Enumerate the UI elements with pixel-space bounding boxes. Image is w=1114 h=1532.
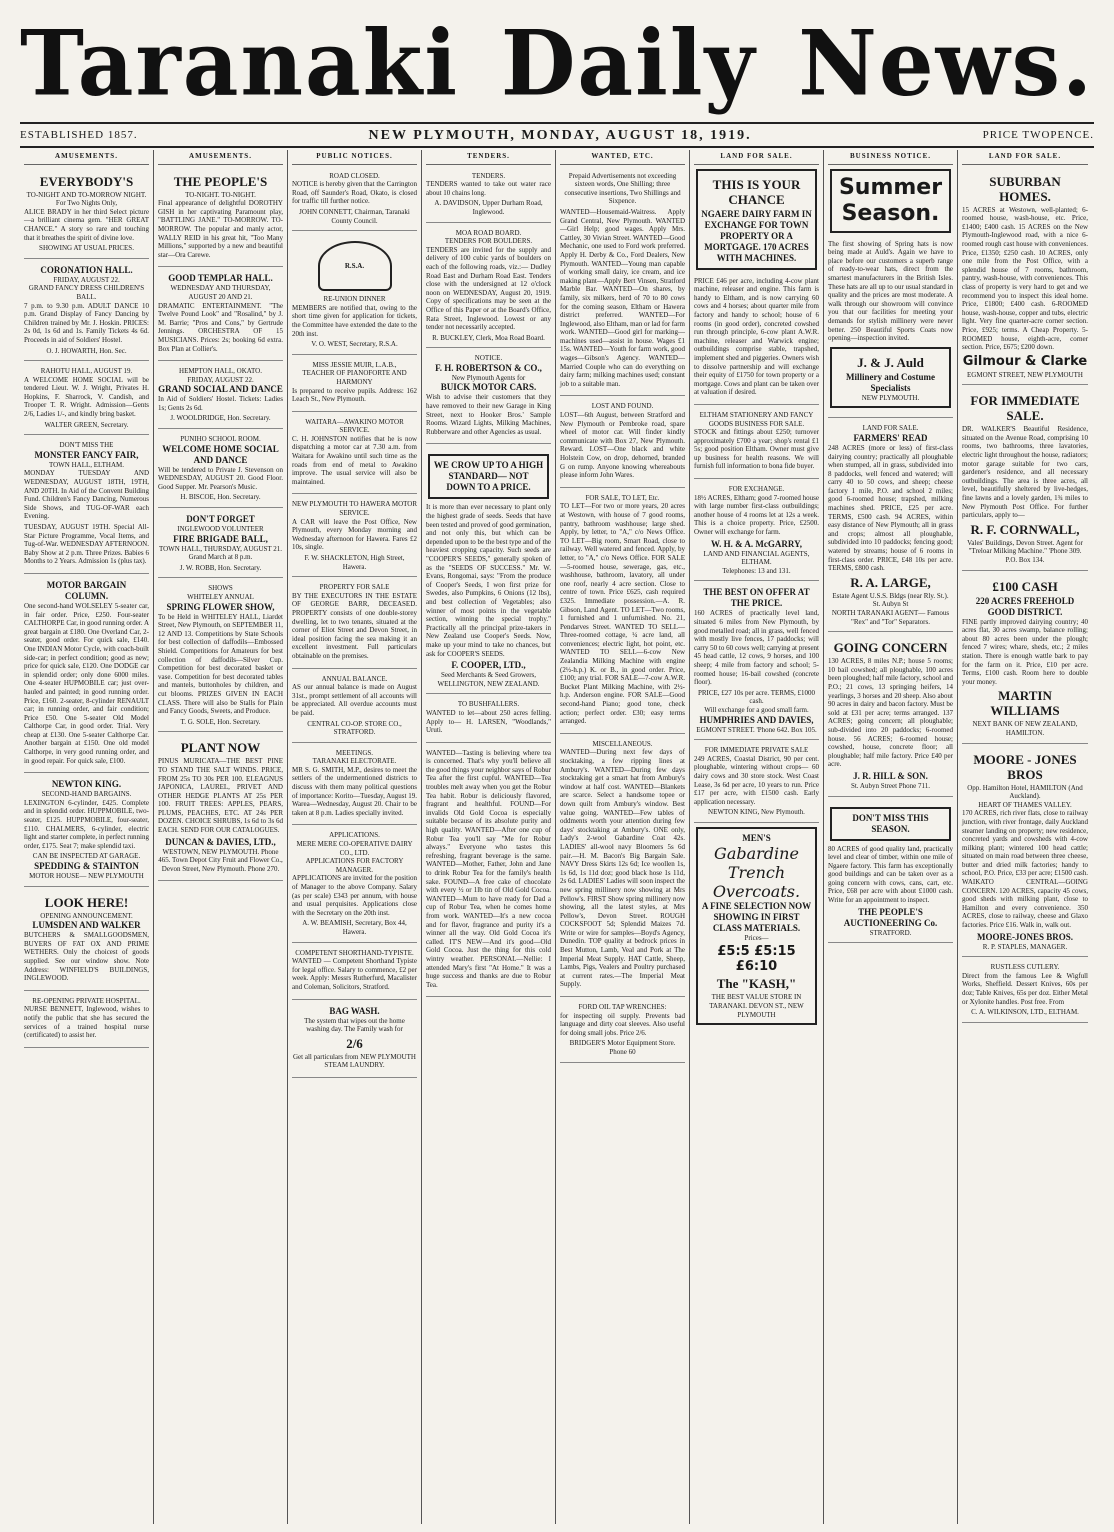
ad-robur-tea	[426, 746, 551, 998]
column-2	[154, 150, 288, 1524]
ad-body: 248 ACRES (more or less) of first-class dairying country; practically all ploughable when stumped, all in grass, subdivided into 8 paddocks, well fenced and watered; will carry 40 to 50 cows, and sheep; cheese factory 1 mile, P.O. and school 2 miles; good 6-roomed house; trapshed, milking machines shed. PRICE, £25 per acre. TERMS, £500 cash. 94 ACRES, within easy distance of New Plymouth; all in grass and crops; almost all ploughable, subdivided into 10 paddocks; fencing good; watered by streams; house of 6 rooms in first-class order. PRICE, £48 10s per acre. TERMS, £800 cash.	[828, 443, 953, 573]
ad-subtitle: A FINE SELECTION NOW SHOWING IN FIRST CLASS MATERIALS.	[701, 900, 812, 933]
ad-body: MEMBERS are notified that, owing to the short time given for application for tickets, the Committee have extended the date to the 20th inst.	[292, 303, 417, 338]
ad-body: 15 ACRES at Westown, well-planted; 6-roomed house, wash-house, etc. Price, £1400; £400 cash. 15 ACRES on the New Plymouth-Inglewood road, with a nice 6-roomed rough cast house with conveniences. Price, £1350; £250 cash. 10 ACRES, only one mile from the Post Office, with a splendid house of 7 rooms, bathroom, pantry, wash-house, with conveniences. This class of property is very hard to get and we recommend you to inspect this ideal home. Price, £1800; £400 cash. 6-ROOMED house, wash-house, copper and tubs, electric light. Very fine quarter-acre corner section. Price, £925; terms. A Cheap Property. 5-ROOMED house, eighth-acre, corner section. Price, £675; £200 down.	[962, 205, 1088, 352]
ad-body: 160 ACRES of practically level land, situated 6 miles from New Plymouth, by good metalled road; all in grass, well fenced with mostly live fences, 17 paddocks; will carry 50 to 60 cows well; carrying at present 45 head cattle, 12 cows, 9 horses, and 100 sheep; 4 mile from factory and school; 5-roomed house; 16-bail cowshed (concrete floor).	[694, 609, 819, 687]
ad-title: THE PEOPLE'S	[173, 173, 268, 189]
ad-signature: A. DAVIDSON, Upper Durham Road, Inglewood.	[434, 199, 543, 216]
ad-kicker: SHOWS	[208, 584, 233, 593]
ad-address: Estate Agent U.S.S. Bldgs (near Rly. St.). St. Aubyn St	[832, 591, 949, 609]
ad-title: THE BEST ON OFFER AT THE PRICE.	[703, 587, 810, 609]
ad-note: CAN BE INSPECTED AT GARAGE.	[32, 852, 141, 861]
ad-title: Gabardine Trench Overcoats.	[712, 843, 801, 901]
ad-body: AS our annual balance is made on August 31st., prompt settlement of all accounts will be appreciated. All overdue accounts must be paid.	[292, 683, 417, 717]
ad-plant-now	[158, 735, 283, 881]
ad-title: THIS IS YOUR CHANCE	[712, 176, 801, 207]
ad-immediate-sale	[962, 388, 1088, 570]
ad-hempton-hall	[158, 364, 283, 429]
ad-advertiser: HUMPHRIES AND DAVIES,	[699, 714, 814, 725]
ad-bag-wash	[292, 1003, 417, 1078]
ad-body: ALICE BRADY in her third Select picture—a brilliant cinema gem. "HER GREAT CHANCE." A story so rare and touching that it breathes the spirit of divine love.	[24, 207, 149, 242]
ad-body: WANTED to let—about 250 acres felling. Apply to— H. LARSEN, "Woodlands," Uruti.	[426, 708, 551, 735]
ad-subtitle: GRAND FANCY DRESS CHILDREN'S BALL.	[28, 284, 145, 301]
ad-title: LOST AND FOUND.	[591, 402, 654, 411]
ad-jessie-muir	[292, 358, 417, 412]
ad-address: NEXT BANK OF NEW ZEALAND, HAMILTON.	[972, 720, 1078, 737]
ad-signature: CENTRAL CO-OP. STORE CO., STRATFORD.	[307, 719, 402, 737]
ad-body: WANTED — Competent Shorthand Typiste for legal office. Salary to commence, £2 per week. Apply: Messrs Rutherfurd, Macalister and Coleman, Solicitors, Stratford.	[292, 957, 417, 991]
ad-fire-brigade-ball	[158, 511, 283, 578]
masthead-word-1: Taranaki	[20, 9, 460, 117]
ad-title: MOA ROAD BOARD.	[455, 228, 522, 237]
ad-subtitle: New Plymouth Agents for	[451, 373, 526, 382]
ad-body: A CAR will leave the Post Office, New Plymouth, every Monday morning and Wednesday afternoon for Hawera. Fares £2 10s, single.	[292, 517, 417, 552]
ad-title: BUICK MOTOR CARS.	[440, 382, 537, 393]
ad-body: Will be tendered to Private J. Stevenson on WEDNESDAY, AUGUST 20. Good Floor. Good Supper. Mr. Pearson's Music.	[158, 465, 283, 491]
ad-look-here	[24, 890, 149, 991]
ad-signature: T. G. SOLE, Hon. Secretary.	[180, 717, 261, 726]
ad-title: FARMERS' READ	[853, 432, 928, 443]
ad-subtitle: WEDNESDAY AND THURSDAY, AUGUST 20 AND 21.	[170, 284, 271, 301]
ad-title: ANNUAL BALANCE.	[321, 674, 388, 683]
ad-advertiser: W. H. & A. McGARRY,	[710, 538, 803, 549]
ad-signature: BRIDGER'S Motor Equipment Store. Phone 60	[569, 1039, 676, 1056]
ad-body: TO LET—For two or more years, 20 acres at Westown, with house of 7 good rooms, pantry, bathroom washhouse; large shed. Apply, by letter, to "A," c/o News Office. TO LET—Big room, Smart Road, close to railway. Well watered and fenced. Apply, by letter, to "A," c/o News Office. FOR SALE—5-roomed house, sewerage, gas, etc., washhouse, bathroom, lavatory, all under one roof, nearly 4 acre section. Close to centre of town. Price £625, cash required £325. Immediate possession.—A. R. Gibson, Land Agent. TO LET—Two rooms, 1 furnished and 1 unfurnished. No. 21, Pendarves Street. WANTED TO SELL—Three-roomed cottage, ¼ acre land, all conveniences; electric light, hot point, etc. WANTED TO SELL—6-cow New Zealandia Milking Machine with engine (2½-h.p.) K. or B., in good order. Price, £100; any trial. FOR SALE—7-cow A.W.R. Bucket Plant Milking Machine, with 2½-h.p. Anderson engine. FOR SALE—Good second-hand Piano; good tone, check action; perfect order. £30; easy terms arranged.	[560, 502, 685, 726]
ad-title: Summer Season.	[838, 174, 943, 226]
ad-headline: GRAND SOCIAL AND DANCE	[158, 384, 283, 395]
ad-address: Vales' Buildings, Devon Street. Agent for "Treloar Milking Machine." 'Phone 309. P.O. Box 134.	[967, 538, 1083, 564]
ad-subtitle: INGLEWOOD VOLUNTEER	[177, 525, 264, 534]
ad-signature: C. A. WILKINSON, LTD., ELTHAM.	[971, 1008, 1079, 1017]
ad-reunion-dinner	[292, 234, 417, 355]
ad-note: SHOWING AT USUAL PRICES.	[39, 244, 134, 253]
rsa-badge-icon	[318, 241, 392, 291]
column-6	[690, 150, 824, 1524]
ad-subtitle: NGAERE DAIRY FARM IN EXCHANGE FOR TOWN PROPERTY OR A MORTGAGE. 170 ACRES WITH MACHINES.	[701, 208, 812, 263]
ad-body: MR S. G. SMITH, M.P., desires to meet the settlers of the undermentioned districts to discuss with them many political questions of importance: Korito—Tuesday, August 19. Warea—Wednesday, August 20. Chair to be taken at 8 p.m. Ladies specially invited.	[292, 765, 417, 817]
ad-title: DON'T MISS THIS SEASON.	[830, 807, 951, 841]
ad-body: NURSE BENNETT, Inglewood, wishes to notify the public that she has secured the services of a trained hospital nurse (certificated) to assist her.	[24, 1005, 149, 1040]
ad-farmers-read	[828, 421, 953, 632]
ad-title: MEETINGS.	[335, 748, 374, 757]
ad-body: WANTED—Tasting is believing where tea is concerned. That's why you'll believe all the good things your neighbor says of Robur Tea after the first cupful. WANTED—Tea troubles melt away when you get the Robur Tea habit. Robur is deliciously flavored, fragrant and healthful. FOUND—For invalids Old Gold Cocoa is especially suitable because of its absolute purity and high quality. WANTED—After one cup of Robur Tea you'll say "Me for Robur always." Everyone who tastes this refreshing, fragrant beverage is the same. WANTED—Mother, Father, John and Jane to drink Robur Tea for the family's health sake. FOUND—A free cake of chocolate with every ½ or 1lb tin of Old Gold Cocoa. WANTED—Mum to have ready for Dad a cup of Robur Tea, when he comes home from work. WANTED—It's a new cocoa and for flavor, fragrance and purity it's a winner all the way. Old Gold Cocoa it's called. IT'S NEW—And it's good—Old Gold Cocoa. Just the thing for this cold wintry weather. PERSONAL—Nellie: I attended Mary's first "At Home." It was a huge success and thanks are due to Robur Tea.	[426, 748, 552, 989]
ad-moa-road-board	[426, 226, 551, 349]
ad-title: TENDERS.	[471, 171, 506, 180]
ad-body: 249 ACRES, Coastal District, 90 per cent. ploughable, wintering without crops— 60 dairy cows and 30 store stock. West Coast Lease, 3s 6d per acre, 10 years to run. Price £17 per acre, with £1500 cash. Early application necessary.	[694, 754, 819, 806]
ad-advertiser: J. & J. Auld	[857, 354, 924, 370]
ad-waitara-awakino	[292, 415, 417, 495]
ad-title: LOOK HERE!	[44, 894, 129, 910]
ad-subtitle: MERE MERE CO-OPERATIVE DAIRY CO., LTD.	[296, 840, 413, 857]
ad-title: NEW PLYMOUTH TO HAWERA MOTOR SERVICE.	[292, 500, 418, 518]
ad-advertiser-box	[830, 347, 951, 409]
ad-signature: O. J. HOWARTH, Hon. Sec.	[46, 346, 127, 355]
ad-applications	[292, 828, 417, 942]
ad-subtitle: TO-NIGHT. TO-NIGHT.	[185, 190, 256, 199]
ad-fancy-fair	[24, 438, 149, 574]
ad-ford-wrenches	[560, 1000, 685, 1063]
masthead-word-2: Daily	[500, 9, 757, 117]
ad-title: BAG WASH.	[329, 1005, 380, 1016]
ad-address: NEW PLYMOUTH.	[861, 393, 920, 402]
masthead	[20, 9, 1094, 117]
ad-body: Wish to advise their customers that they have removed to their new Garage in King Street, next to Hooker Bros.' Sample Rooms. Wizard Lights, Milking Machines, Rubberware and other Agencies as usual.	[426, 393, 551, 436]
ad-property-for-sale	[292, 580, 417, 668]
badge-label: R.S.A.	[344, 261, 365, 270]
column-heading: BUSINESS NOTICE.	[828, 150, 953, 165]
ad-advertiser: MARTIN WILLIAMS	[990, 688, 1060, 719]
ad-address: WESTOWN, NEW PLYMOUTH. Phone 465. Town Depot City Fruit and Flower Co., Devon Street, New Plymouth. Phone 270.	[158, 847, 283, 873]
ad-body: BUTCHERS & SMALLGOODSMEN, BUYERS OF FAT OX AND PRIME WETHERS. Only the choicest of goods supplied. See our window show. Note Address: WINFIELD'S BUILDINGS, INGLEWOOD.	[24, 931, 149, 983]
price: PRICE TWOPENCE.	[982, 129, 1094, 141]
ad-body: STOCK and fittings about £250; turnover approximately £700 a year; shop's rental £1 5s; good position Eltham. Owner must give up business for health reasons. We will furnish full information to bona fide buyer.	[694, 428, 819, 471]
ad-address: Opp. Hamilton Hotel, HAMILTON (And Auckland).	[967, 783, 1083, 801]
ad-body: WANTED—During next few days of stocktaking, a few ripping lines at Ambury's. WANTED—During few days stocktaking get a smart hat from Ambury's window at half cost. WANTED—Blankets are scarce. Select a handsome topee or down quilt from Ambury's window. Best value going. WANTED—Few tables of oddments worth your attention during few days' stocktaking at Ambury's. ONE only, Lady's 2-wool Gabardine Coat 42s. LADIES' all-wool navy Bloomers 5s 6d pair.—H. M. Bacon's Big Bargain Sale. NAVY Dress Skirts 12s 6d; Ice woollen 1s, 1s 6d, 1s 11d doz; good black hose 1s 11d, 2s 6d. LADIES' Ladies will soon inspect the new spring millinery now showing at Mrs Pellow's. FIRST Show spring millinery now showing, all the latest styles, at Mrs Pellow's, Devon Street. ROUGH COCKSFOOT 5d; Splendid Maizes 7d. Write or wire for samples—Boyd's Agency, Dunedin. TOP quality at bedrock prices in Best Mutton, Lamb, Veal and Pork at The Imperial Meat Supply. HAT Cattle, Sheep, Lambs, Pigs, Vealers and Poultry purchased at current rates.—The Imperial Meat Supply.	[560, 748, 685, 989]
ad-note: Telephones: 13 and 131.	[722, 566, 791, 575]
ad-prices: £5:5 £5:15 £6:10	[717, 944, 796, 975]
ad-title: TO BUSHFALLERS.	[457, 700, 520, 709]
ad-title: NEWTON KING.	[51, 779, 122, 790]
ad-subtitle: For Two Nights Only,	[55, 199, 118, 208]
ad-100-cash	[962, 574, 1088, 744]
ad-body: PINUS MURICATA—THE BEST PINE TO STAND THE SALT WINDS. PRICE, FROM 25s TO 30s PER 100. ELEAGNUS JAPONICA, LAUREL, PRIVET AND OTHER HEDGE PLANTS AT 25s PER 100. FRUIT TREES: APPLES, PEARS, PLUMS, PEACHES, ETC. AT 24s PER DOZEN. CHOICE SHRUBS, 1s 6d to 3s 6d EACH. SEND FOR OUR CATALOGUES.	[158, 757, 283, 835]
ad-body: 80 ACRES of good quality land, practically level and clear of timber, within one mile of Ngaere factory. This farm has exceptionally good buildings and can be taken over as a going concern with cows, cans, cart, etc. Price, £68 per acre with about £1000 cash. Write for an appointment to inspect.	[828, 844, 953, 905]
ad-title: RUSTLESS CUTLERY.	[990, 963, 1060, 972]
ad-kicker: MEN'S	[742, 832, 771, 843]
ad-title: RAHOTU HALL, AUGUST 19.	[40, 367, 133, 376]
ad-body: FINE partly improved dairying country; 40 acres flat, 30 acres swamp, balance rolling; about 80 acres been under the plough; fenced 7 wires; whare, sheds, etc.; 2 miles station. There is enough wattle bark to pay for the farm on it. Price, £10 per acre. Terms, £100 cash. Room here to double your money.	[962, 617, 1088, 686]
column-3	[288, 150, 422, 1524]
ad-subtitle: FRIDAY, AUGUST 22.	[53, 275, 120, 284]
column-heading: LAND FOR SALE.	[694, 150, 819, 165]
ad-title: MISCELLANEOUS.	[592, 739, 653, 748]
column-4	[422, 150, 556, 1524]
ad-title: HEMPTON HALL, OKATO.	[179, 367, 262, 376]
ad-note: Get all particulars from NEW PLYMOUTH STEAM LAUNDRY.	[292, 1052, 416, 1070]
ad-address: Seed Merchants & Seed Growers, WELLINGTON, NEW ZEALAND.	[437, 671, 540, 688]
ad-road-closed	[292, 169, 417, 232]
ad-body: Is prepared to receive pupils. Address: 162 Leach St., New Plymouth.	[292, 386, 417, 404]
ad-advertiser: LUMSDEN AND WALKER	[32, 920, 141, 931]
ad-rahotu-hall	[24, 364, 149, 435]
column-8	[958, 150, 1092, 1524]
ad-title: £100 CASH	[992, 578, 1058, 594]
ad-body: TOWN HALL, THURSDAY, AUGUST 21. Grand March at 8 p.m.	[158, 544, 283, 562]
ad-subtitle: APPLICATIONS FOR FACTORY MANAGER.	[305, 857, 404, 874]
ad-body: LOST—6th August, between Stratford and New Plymouth or Pembroke road, spare wheel of motor car. Will finder kindly communicate with Box 27, New Plymouth. Reward. LOST—One black and white Holstein Cow, on drop, dehorned, branded G on rump. Anyone knowing whereabouts please inform John Wares.	[560, 411, 685, 480]
ad-motor-bargains	[24, 577, 149, 773]
ad-kash-overcoats	[696, 827, 817, 1025]
ad-subtitle: Millinery and Costume Specialists	[846, 371, 935, 393]
ad-newton-king	[24, 776, 149, 886]
ad-title: FOR EXCHANGE.	[728, 485, 785, 494]
ad-price: 2/6	[346, 1035, 363, 1051]
ad-auld-hats	[828, 237, 953, 419]
ad-advertiser: F. COOPER, LTD.,	[451, 660, 526, 671]
column-heading: WANTED, ETC.	[560, 150, 685, 165]
ad-advertiser: R. A. LARGE,	[850, 574, 931, 590]
ad-moore-jones	[962, 747, 1088, 958]
ad-address: THE BEST VALUE STORE IN TARANAKI. DEVON ST., NEW PLYMOUTH	[709, 993, 804, 1019]
ad-title: MONSTER FANCY FAIR,	[34, 449, 139, 460]
ad-everybodys	[24, 169, 149, 259]
ad-subtitle: TARANAKI ELECTORATE.	[312, 757, 397, 766]
ad-dont-miss	[828, 800, 953, 944]
ad-wanted	[560, 169, 685, 397]
ad-rustless-cutlery	[962, 960, 1088, 1023]
ad-address: STRATFORD.	[869, 928, 912, 937]
ad-advertiser: THE PEOPLE'S AUCTIONEERING Co.	[843, 906, 938, 928]
ad-title: FOR SALE, TO LET, Etc.	[585, 493, 660, 502]
ad-flower-show	[158, 581, 283, 732]
ad-address: EGMONT STREET, NEW PLYMOUTH	[967, 370, 1083, 379]
ad-body: BY THE EXECUTORS IN THE ESTATE OF GEORGE BARR, DECEASED. PROPERTY consists of one double-storey dwelling, let to two tenants, situated at the corner of Eliot Street and Devon Street, in ideal position facing the sea making it an excellent investment. Full particulars obtainable on the premises.	[292, 591, 417, 660]
ad-ngaere-farm	[694, 274, 819, 405]
ad-body: DRAMATIC ENTERTAINMENT. "The Twelve Pound Look" and "Rosalind," by J. M. Barrie; "Pros and Cons," by Gertrude Jennings. ORCHESTRA OF 15 MUSICIANS. Prices: 2s; booking 6d extra. Box Plan at Collier's.	[158, 301, 283, 353]
ad-body: APPLICATIONS are invited for the position of Manager to the above Company. Salary (as per scale) £343 per annum, with house and usual perquisites. Applications close with the Secretary on the 20th inst.	[292, 874, 418, 917]
ad-your-chance	[696, 169, 817, 270]
ad-subtitle: 220 ACRES FREEHOLD GOOD DISTRICT.	[975, 595, 1075, 617]
masthead-word-3: News.	[798, 9, 1094, 117]
ad-title: COMPETENT SHORTHAND-TYPISTE.	[295, 948, 414, 957]
ad-buick	[426, 351, 551, 444]
ad-headline: WELCOME HOME SOCIAL AND DANCE	[162, 443, 279, 465]
ad-signature: WALTER GREEN, Secretary.	[44, 420, 129, 429]
ad-title: MISS JESSIE MUIR, L.A.B.,	[312, 360, 397, 369]
ad-title: ELTHAM STATIONERY AND FANCY GOODS BUSINESS FOR SALE.	[699, 410, 814, 428]
ad-body: TENDERS wanted to take out water race about 10 chains long.	[426, 180, 551, 197]
ad-body: 130 ACRES, 8 miles N.P.; house 5 rooms; 10 bail cowshed; all ploughable, 100 acres been ploughed; half mile factory, school and P.O.; 21 cows, 13 springing heifers, 14 yearlings, 3 horses and 20 sheep. Also about 90 acres in dairy and bacon factory. Must be sold at £31 per acre; terms arranged. 137 ACRES; going concern; all ploughable; sub-divided into 20 paddocks; 6-roomed house. 56 ACRES; 6-roomed house; cowshed, house, concrete floor; all ploughable; half mile factory. Price £40 per acre.	[828, 657, 953, 769]
ad-note: NORTH TARANAKI AGENT— Famous "Rex" and "Tor" Separators.	[831, 609, 950, 626]
ad-body: 170 ACRES, rich river flats, close to railway junction, with river frontage, daily Auckland steamer landing on property; new residence, concreted yards and cowsheds with 4-cow milking plant; wintered 100 head cattle; situated on main road between three cheese, butter and dried milk factories; handy to school, P.O. Price, £33 per acre; £1500 cash. WAIKATO CENTRAL—GOING CONCERN. 120 ACRES, capacity 45 cows, good sheds with milking plant, close to Hamilton and every convenience. 350 ACRES, close to railway, cheese and Glaxo factories. Price £16. Walk in, walk out.	[962, 809, 1088, 930]
ad-body: In Aid of Soldiers' Hostel. Tickets: Ladies 1s; Gents 2s 6d.	[158, 395, 283, 412]
ad-title: GOOD TEMPLAR HALL.	[168, 273, 273, 284]
ad-title: FOR IMMEDIATE SALE.	[970, 393, 1080, 424]
ad-signature: V. O. WEST, Secretary, R.S.A.	[311, 340, 398, 349]
ad-body: PRICE £46 per acre, including 4-cow plant machine, releaser and engine. This farm is handy to Eltham, and is now carrying 60 cows and 4 horses; about quarter mile from factory and handy to school; house of 6 rooms (in good order), concreted cowshed run through principle, 6-cow plant A.W.R. machine, releaser and Warwick engine; outbuildings comprise stable, trapshed, implement shed and piggeries. Owners wish to dissolve partnership and will exchange their equity of £1750 for town property or a mortgage. Cows and plant can be taken over at valuation if desired.	[694, 276, 819, 397]
ad-title: HEART OF THAMES VALLEY.	[978, 800, 1072, 809]
ad-kicker: LAND FOR SALE.	[862, 424, 919, 433]
ad-headline: FIRE BRIGADE BALL,	[173, 533, 268, 544]
column-heading: TENDERS.	[426, 150, 551, 165]
ad-signature: R. P. STAPLES, MANAGER.	[982, 942, 1068, 951]
ad-body: To be Held in WHITELEY HALL, Liardet Street, New Plymouth, on SEPTEMBER 11, 12 AND 13. Competitions by State Schools for best collection of daffodils—Embossed Shield. Competitions for Amateurs for best collection of daffodils—Silver Cup. Competition for best decorated basket or vase. Competition for best decorated tables and mantels, buttonholes by children, and cut blooms. PRIZES GIVEN IN EACH CLASS. There will also be Stalls for Plain and Fancy Goods, Sweets, and Produce.	[158, 612, 283, 716]
ad-title: PLANT NOW	[180, 740, 261, 756]
ad-title: CORONATION HALL.	[40, 264, 133, 275]
ad-for-sale	[560, 491, 685, 734]
ad-private-hospital	[24, 994, 149, 1048]
ad-bushfallers	[426, 697, 551, 742]
ad-title: RE-UNION DINNER	[323, 295, 386, 304]
ad-price: PRICE, £27 10s per acre. TERMS, £1000 cash.	[697, 688, 816, 706]
ad-body: DR. WALKER'S Beautiful Residence, situated on the Avenue Road, comprising 10 rooms, two bathrooms, three lavatories, electric light throughout the house, radiators; motor garage suitable for two cars, gardener's residence, and all necessary outbuildings. The area is three acres, all level, beautifully sheltered by live-hedges, fine lawns and a lovely garden, 1¾ miles to New Plymouth Post Office. For further particulars, apply to—	[962, 425, 1088, 520]
ad-body: A WELCOME HOME SOCIAL will be tendered Lieut. W. J. Wright, Privates H. Hopkins, F. Sharrock, V. Candish, and Trooper T. R. Wright. Admission—Gents 2/6, Ladies 1/-, and kindly bring basket.	[24, 375, 149, 419]
ad-body: The system that wipes out the home washing day. The Family wash for	[304, 1016, 405, 1034]
established: ESTABLISHED 1857.	[20, 129, 138, 141]
ad-address: St. Aubyn Street Phone 711.	[850, 781, 931, 790]
ad-for-exchange	[694, 482, 819, 581]
ad-the-peoples	[158, 169, 283, 268]
ad-advertiser: DUNCAN & DAVIES, LTD.,	[165, 836, 276, 847]
ad-body: MONDAY TUESDAY AND WEDNESDAY, AUGUST 18TH, 19TH, AND 20TH. In Aid of the Convent Building Fund. Children's Fancy Dancing, Numerous Side Shows, and TUG-OF-WAR each Evening.	[24, 469, 149, 521]
columns	[20, 150, 1094, 1524]
ad-annual-balance	[292, 672, 417, 743]
ad-address: MOTOR HOUSE— NEW PLYMOUTH	[29, 872, 144, 880]
ad-advertiser: Gilmour & Clarke	[962, 353, 1088, 369]
ad-hawera-motor	[292, 497, 417, 577]
ad-body: Direct from the famous Lee & Wigfull Works, Sheffield. Dessert Knives, 60s per doz; Table Knives, 65s per doz. Either Metal or Xylonite handles. Post free. From	[962, 971, 1088, 1006]
ad-miscellaneous	[560, 737, 685, 997]
column-heading: AMUSEMENTS.	[158, 150, 283, 165]
ad-subtitle: LAND AND FINANCIAL AGENTS, ELTHAM.	[703, 549, 810, 567]
ad-body: TENDERS are invited for the supply and delivery of 100 cubic yards of boulders on each of the following roads, viz.:— Dudley Road East and Durham Road East. Tenders close with the undersigned at 12 o'clock noon on WEDNESDAY, August 20, 1919. Copy of specifications may be seen at the Office of this Paper or at the Board's Office, Rata Street, Inglewood. Lowest or any tender not necessarily accepted.	[426, 245, 551, 332]
ad-title: ROAD CLOSED.	[329, 171, 380, 180]
date-place: NEW PLYMOUTH, MONDAY, AUGUST 18, 1919.	[368, 127, 752, 143]
ad-lost-found	[560, 399, 685, 487]
ad-body: for inspecting oil supply. Prevents bad language and dirty coat sleeves. Also useful for doing small jobs. Price 2/6.	[560, 1011, 685, 1037]
ad-tenders	[426, 169, 551, 223]
column-heading: AMUSEMENTS.	[24, 150, 149, 165]
ad-kicker: DON'T MISS THE	[59, 441, 114, 450]
ad-body: Final appearance of delightful DOROTHY GISH in her captivating Paramount play, "BATTLING JANE." TO-MORROW. TO-MORROW. The popular and manly actor, WALLY REID in his great hit, "Too Many Millions," supported by a new and beautiful star—Ora Carewe.	[158, 199, 283, 259]
ad-signature: F. W. SHACKLETON, High Street, Hawera.	[304, 554, 405, 571]
ad-signature: A. W. BEAMISH, Secretary, Box 44, Hawera.	[302, 919, 407, 936]
ad-title: FOR IMMEDIATE PRIVATE SALE	[704, 746, 809, 755]
ad-signature: R. BUCKLEY, Clerk, Moa Road Board.	[432, 333, 545, 342]
ad-signature: H. BISCOE, Hon. Secretary.	[180, 493, 261, 502]
ad-title: MOTOR BARGAIN COLUMN.	[46, 579, 127, 601]
ad-body: NOTICE is hereby given that the Carrington Road, off Saunder's Road, Okato, is closed for traffic till further notice.	[292, 180, 417, 206]
ad-subtitle: SECOND-HAND BARGAINS.	[41, 790, 132, 799]
ad-typiste	[292, 946, 417, 1000]
ad-title: PROPERTY FOR SALE	[319, 583, 390, 592]
ad-address: EGMONT STREET. 'Phone 642. Box 105.	[696, 725, 817, 734]
ad-title: APPLICATIONS.	[329, 831, 380, 840]
ad-body: WANTED—Housemaid-Waitress. Apply Grand Central, New Plymouth. WANTED—Girl Help; good wages. Apply Mrs. Cattley, 30 Vivian Street. WANTED—Good Mechanic, one used to Ford work preferred. Apply H. Derby & Co., Ford Dealers, New Plymouth. WANTED—Young man capable of working small dairy, ice cream, and ice making plant—Apply Bert Vinsen, Stratford Marble Bar. WANTED—On shares, by family, six milkers, herd of 70 to 80 cows for the coming season, Eltham or Hawera district preferred. WANTED—For Inglewood, also Eltham, man or lad for farm work. WANTED—Good girl for marking—machines used—assist in house. Wages £1 15s. WANTED—Youth for farm work, good wages—Gibson's Agency. WANTED—Married Couple who can do everything on dairy farm; milking machines used; constant job to a suitable man.	[560, 207, 685, 388]
ad-kicker: NOTICE.	[474, 354, 503, 363]
ad-title: SPRING FLOWER SHOW,	[166, 601, 275, 612]
ad-title: WE CROW UP TO A HIGH STANDARD— NOT DOWN TO A PRICE.	[428, 454, 549, 499]
column-7	[824, 150, 958, 1524]
ad-puniho	[158, 432, 283, 508]
ad-advertiser: MOORE - JONES BROS	[973, 751, 1077, 782]
ad-title: PUNIHO SCHOOL ROOM.	[180, 435, 261, 444]
ad-title: WAITARA—AWAKINO MOTOR SERVICE.	[305, 417, 404, 435]
ad-subtitle: TOWN HALL, ELTHAM.	[48, 460, 125, 469]
ad-cooper-seeds	[426, 447, 551, 694]
ad-title: FORD OIL TAP WRENCHES:	[578, 1003, 667, 1012]
ad-signature: J. W. ROBB, Hon. Secretary.	[179, 563, 262, 572]
ad-advertiser: R. F. CORNWALL,	[970, 521, 1080, 537]
ad-advertiser: The "KASH,"	[716, 976, 797, 992]
ad-title: DON'T FORGET	[186, 514, 255, 525]
ad-note: Will exchange for a good small farm.	[704, 705, 809, 714]
ad-body: LEXINGTON 6-cylinder, £425. Complete and in splendid order. HUPPMOBILE, two-seater, £125. HUPPMOBILE, four-seater, £110. CHALMERS, 6-cylinder, electric light and starter complete, in perfect running order, £175. Seat 7; make splendid taxi.	[24, 798, 149, 850]
ad-title: EVERYBODY'S	[39, 173, 134, 189]
ad-good-templar-hall	[158, 270, 283, 361]
ad-best-on-offer	[694, 584, 819, 740]
ad-price-label: Prices—	[744, 933, 769, 942]
ad-stationery-business	[694, 408, 819, 479]
ad-subtitle: FRIDAY, AUGUST 22.	[187, 375, 254, 384]
ad-summer-season	[830, 169, 951, 233]
ad-coronation-hall	[24, 262, 149, 361]
ad-subtitle: TO-NIGHT AND TO-MORROW NIGHT.	[26, 190, 147, 199]
ad-advertiser: SPEDDING & STAINTON	[34, 861, 139, 871]
ad-subtitle: TEACHER OF PIANOFORTE AND HARMONY	[302, 369, 407, 386]
ad-subtitle: WHITELEY ANNUAL	[187, 593, 254, 601]
ad-suburban-homes	[962, 169, 1088, 386]
ad-body: It is more than ever necessary to plant only the highest grade of seeds. Seeds that have been tested and proved of good germination, and not only this, but which can be depended upon to be the best type and of the heaviest cropping capacity. Such seeds are "COOPER'S SEEDS," generally spoken of as the "SEEDS OF SUCCESS." Mr. W. Evans, Rongomai, says: "From the produce of Cooper's Seeds, I won first prize for Swedes, also Pumpkins, 6 Onions (12 lbs), and best collection of Vegetables; also winner of most points in the vegetable section, winning the special trophy." Practically all the principal prize-takers in New Zealand use Cooper's Seeds. Now, make up your mind to take no chances, but ask for COOPER'S SEEDS.	[426, 503, 551, 658]
ad-signature: NEWTON KING, New Plymouth.	[708, 808, 805, 817]
ad-body: 7 p.m. to 9.30 p.m. ADULT DANCE 10 p.m. Grand Display of Fancy Dancing by Children trained by Mr. J. Hoskin. PRICES: 2s 0d, 1s 6d and 1s. Family Tickets 4s 6d. Proceeds in aid of Soldiers' Hostel.	[24, 301, 149, 344]
ad-advertiser: MOORE-JONES BROS.	[976, 931, 1073, 942]
ad-title: GOING CONCERN	[833, 640, 948, 656]
ad-subtitle: OPENING ANNOUNCEMENT.	[40, 911, 133, 920]
column-heading: PUBLIC NOTICES.	[292, 150, 417, 165]
ad-signature: JOHN CONNETT, Chairman, Taranaki County Council.	[299, 207, 410, 225]
ad-body: TUESDAY, AUGUST 19TH. Special All-Star Picture Programme, Vocal Items, and Tug-of-War. WEDNESDAY AFTERNOON. Baby Show at 2 p.m. Three Prizes. Babies 6 Months to 2 Years. Admission 1s (plus tax).	[24, 523, 149, 566]
ad-advertiser: J. R. HILL & SON.	[853, 770, 928, 781]
ad-advertiser: F. H. ROBERTSON & CO.,	[435, 362, 542, 373]
ad-subtitle: TENDERS FOR BOULDERS.	[444, 237, 533, 246]
ad-body: The first showing of Spring hats is now being made at Auld's. Again we have to place before our customers a superb range of ready-to-wear hats, direct from the smartest manufacturers in the British Isles. These hats are all up to our usual standard in quality and the prices are most moderate. A walk through our showroom will convince you that our facilities for meeting your demands for stylish millinery were never better. 250 Beautiful Sports Coats now opening—inspection invited.	[828, 239, 953, 343]
ad-going-concern	[828, 635, 953, 796]
ad-signature: J. WOOLDRIDGE, Hon. Secretary.	[170, 414, 271, 423]
ad-private-sale	[694, 743, 819, 823]
ad-body: One second-hand WOLSELEY 5-seater car, in fair order. Price, £250. Four-seater CALTHORPE Car, in good running order. A great bargain at £180. One Overland Car, 2-seater, good order. For quick sale, £140. One INDIAN Motor Cycle, with coach-built side-car; in perfect condition; good as new; price for quick sale, £120. One DODGE car in splendid order; only done 6000 miles. One 4-seater HUPMOBILE car; just over-hauled and painted; in good running order. Price, £160. 2-seater, 8-cylinder RENAULT car; in running order, and fair condition; Price £50. One 5-seater Old Model Calthorpe Car, in good order. Trial. Very cheap at £130. One 5-seater Calthorpe Car. Another bargain at £150. One old model Calthorpe, in very good running order, and in good repair. For quick sale, £100.	[24, 601, 149, 765]
ad-rates: Prepaid Advertisements not exceeding sixteen words, One Shilling; three consecutive insertions, Two Shillings and Sixpence.	[564, 171, 681, 206]
ad-meetings	[292, 746, 417, 826]
column-5	[556, 150, 690, 1524]
column-heading: LAND FOR SALE.	[962, 150, 1088, 165]
ad-body: 18½ ACRES, Eltham; good 7-roomed house with large number first-class outbuildings; another house of 4 rooms let at 12s a week. This is a choice property. Price, £2500. Owner will exchange for farm.	[694, 493, 819, 537]
ad-title: SUBURBAN HOMES.	[989, 173, 1061, 204]
ad-body: C. H. JOHNSTON notifies that he is now dispatching a motor car at 7.30 a.m. from Waitara for Awakino until such time as the roads from end of metal to Awakino improve. The usual service will also be maintained.	[292, 434, 417, 486]
ad-title: RE-OPENING PRIVATE HOSPITAL.	[32, 996, 141, 1005]
column-1	[20, 150, 154, 1524]
dateline	[20, 122, 1094, 148]
